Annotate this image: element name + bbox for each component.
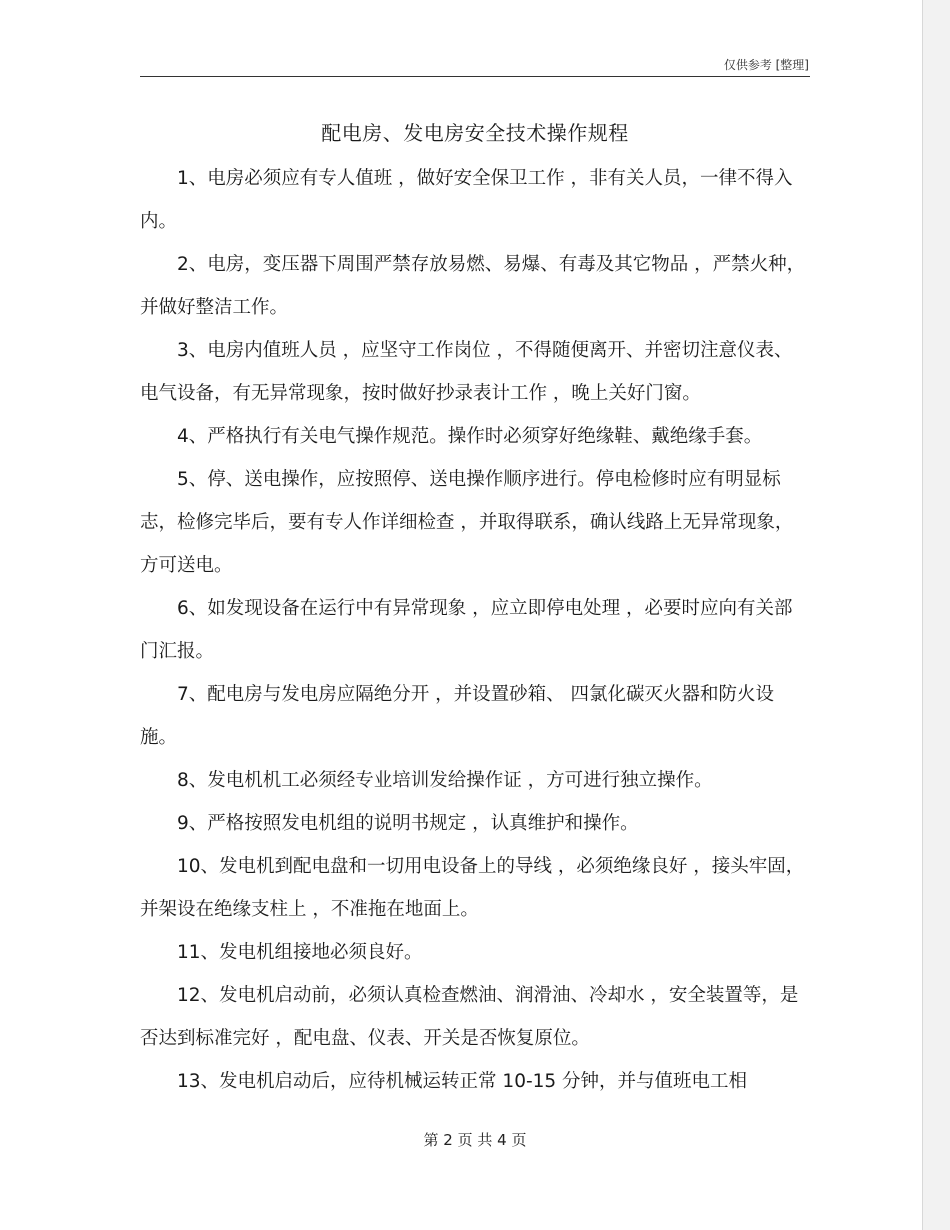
paragraph-5: 5、停、送电操作，应按照停、送电操作顺序进行。停电检修时应有明显标志，检修完毕后，要有专人作详细检查 ，并取得联系，确认线路上无异常现象，方可送电。 bbox=[140, 469, 794, 576]
paragraph-6: 6、如发现设备在运行中有异常现象 ，应立即停电处理 ，必要时应向有关部门汇报。 bbox=[140, 598, 793, 662]
paragraph-7: 7、配电房与发电房应隔绝分开 ，并设置砂箱、 四氯化碳灭火器和防火设施。 bbox=[140, 684, 775, 748]
header-note: 仅供参考 [整理] bbox=[723, 58, 809, 72]
paragraph-8: 8、发电机机工必须经专业培训发给操作证 ，方可进行独立操作。 bbox=[177, 770, 713, 791]
paragraph-9: 9、严格按照发电机组的说明书规定 ，认真维护和操作。 bbox=[177, 813, 639, 834]
paragraph-10: 10、发电机到配电盘和一切用电设备上的导线 ，必须绝缘良好 ，接头牢固，并架设在绝缘支柱上 ，不准拖在地面上。 bbox=[140, 856, 805, 920]
paragraph-13: 13、发电机启动后，应待机械运转正常 10-15 分钟，并与值班电工相 bbox=[177, 1071, 748, 1092]
document-body bbox=[140, 157, 810, 1103]
paragraph-3: 3、电房内值班人员 ，应坚守工作岗位 ，不得随便离开、并密切注意仪表、电气设备，有无异常现象，按时做好抄录表计工作 ，晚上关好门窗。 bbox=[140, 340, 793, 404]
paragraph-4: 4、严格执行有关电气操作规范。操作时必须穿好绝缘鞋、戴绝缘手套。 bbox=[177, 426, 763, 447]
header-divider bbox=[140, 76, 810, 77]
document-title: 配电房、发电房安全技术操作规程 bbox=[321, 121, 629, 145]
paragraph-12: 12、发电机启动前，必须认真检查燃油、润滑油、冷却水 ，安全装置等，是否达到标准完好 ，配电盘、仪表、开关是否恢复原位。 bbox=[140, 985, 799, 1049]
paragraph-11: 11、发电机组接地必须良好。 bbox=[177, 942, 423, 963]
paragraph-2: 2、电房，变压器下周围严禁存放易燃、易爆、有毒及其它物品 ，严禁火种，并做好整洁工作。 bbox=[140, 254, 806, 318]
page-number-footer: 第 2 页 共 4 页 bbox=[423, 1131, 527, 1149]
paragraph-1: 1、电房必须应有专人值班 ，做好安全保卫工作 ，非有关人员，一律不得入内。 bbox=[140, 168, 793, 232]
